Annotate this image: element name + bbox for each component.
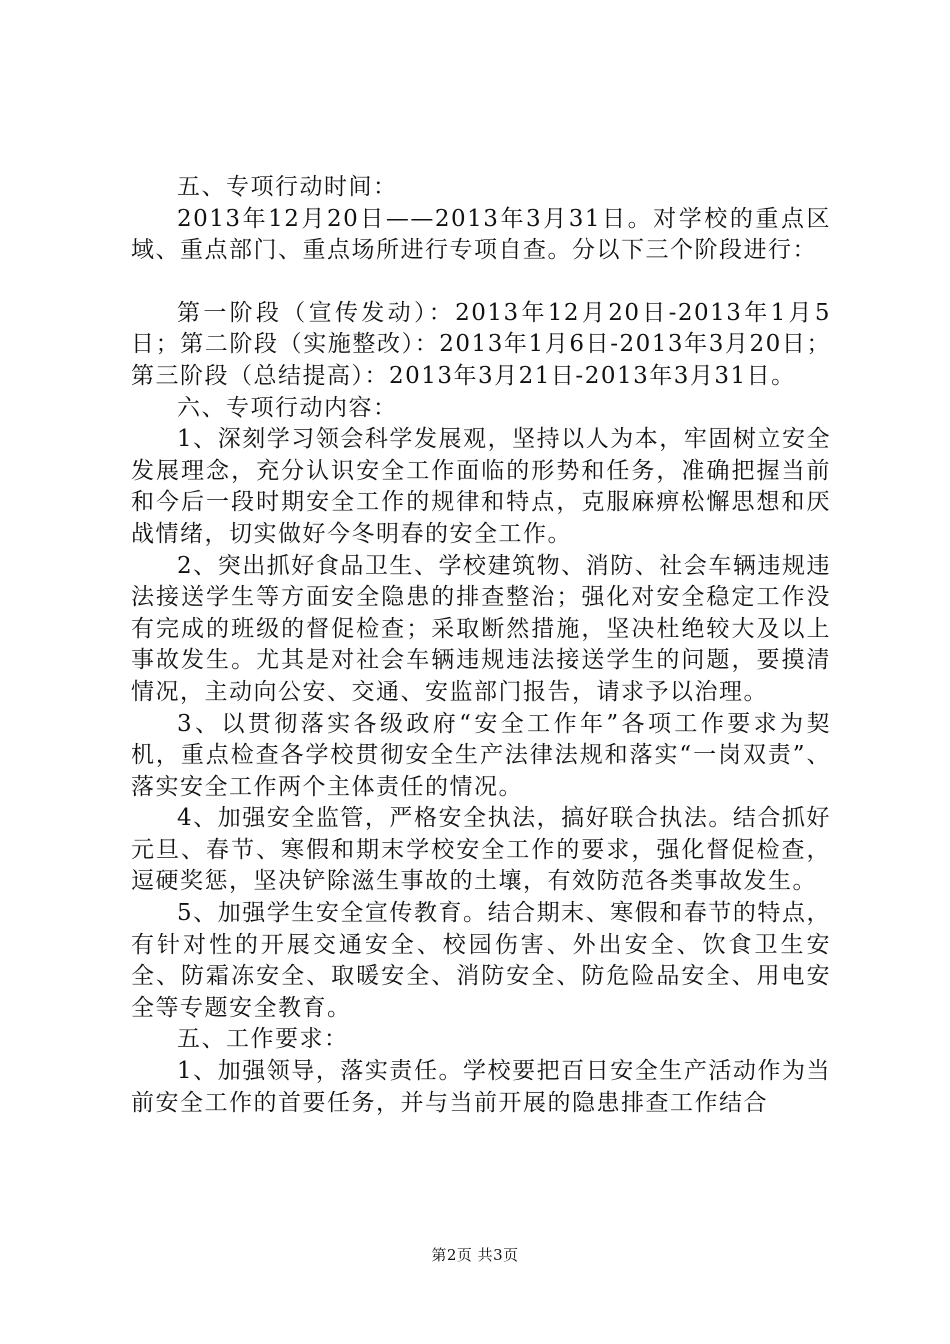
paragraph-item-3: 3、以贯彻落实各级政府“安全工作年”各项工作要求为契机，重点检查各学校贯彻安全生产法律法规和落实“一岗双责”、落实安全工作两个主体责任的情况。 — [131, 710, 831, 800]
section-heading-requirements: 五、工作要求： — [177, 1026, 349, 1053]
paragraph-requirement-1: 1、加强领导，落实责任。学校要把百日安全生产活动作为当前安全工作的首要任务，并与当前开展的隐患排查工作结合 — [131, 1058, 831, 1116]
section-heading-time: 五、专项行动时间： — [177, 174, 398, 200]
paragraph-item-2: 2、突出抓好食品卫生、学校建筑物、消防、社会车辆违规违法接送学生等方面安全隐患的排查整治；强化对安全稳定工作没有完成的班级的督促检查；采取断然措施，坚决杜绝较大及以上事故发生。尤其是对社会车辆违规违法接送学生的问题，要摸清情况，主动向公安、交通、安监部门报告，请求予以治理。 — [131, 552, 831, 705]
paragraph-item-5: 5、加强学生安全宣传教育。结合期末、寒假和春节的特点，有针对性的开展交通安全、校园伤害、外出安全、饮食卫生安全、防霜冻安全、取暖安全、消防安全、防危险品安全、用电安全等专题安全教育。 — [131, 900, 831, 1021]
paragraph-stages: 第一阶段（宣传发动）：2013年12月20日-2013年1月5日；第二阶段（实施整改）：2013年1月6日-2013年3月20日；第三阶段（总结提高）：2013年3月21日-2013年3月31日。 — [131, 299, 831, 389]
page-footer: 第2页 共3页 — [431, 1246, 519, 1264]
paragraph-item-1: 1、深刻学习领会科学发展观，坚持以人为本，牢固树立安全发展理念，充分认识安全工作面临的形势和任务，准确把握当前和今后一段时期安全工作的规律和特点，克服麻痹松懈思想和厌战情绪，切实做好今冬明春的安全工作。 — [131, 426, 831, 547]
section-heading-content: 六、专项行动内容： — [177, 394, 398, 421]
paragraph-item-4: 4、加强安全监管，严格安全执法，搞好联合执法。结合抓好元旦、春节、寒假和期末学校安全工作的要求，强化督促检查，逗硬奖惩，坚决铲除滋生事故的土壤，有效防范各类事故发生。 — [131, 805, 831, 895]
document-body — [131, 172, 831, 1119]
paragraph-time-range: 2013年12月20日——2013年3月31日。对学校的重点区域、重点部门、重点场所进行专项自查。分以下三个阶段进行： — [131, 205, 831, 264]
blank-line — [131, 267, 831, 298]
